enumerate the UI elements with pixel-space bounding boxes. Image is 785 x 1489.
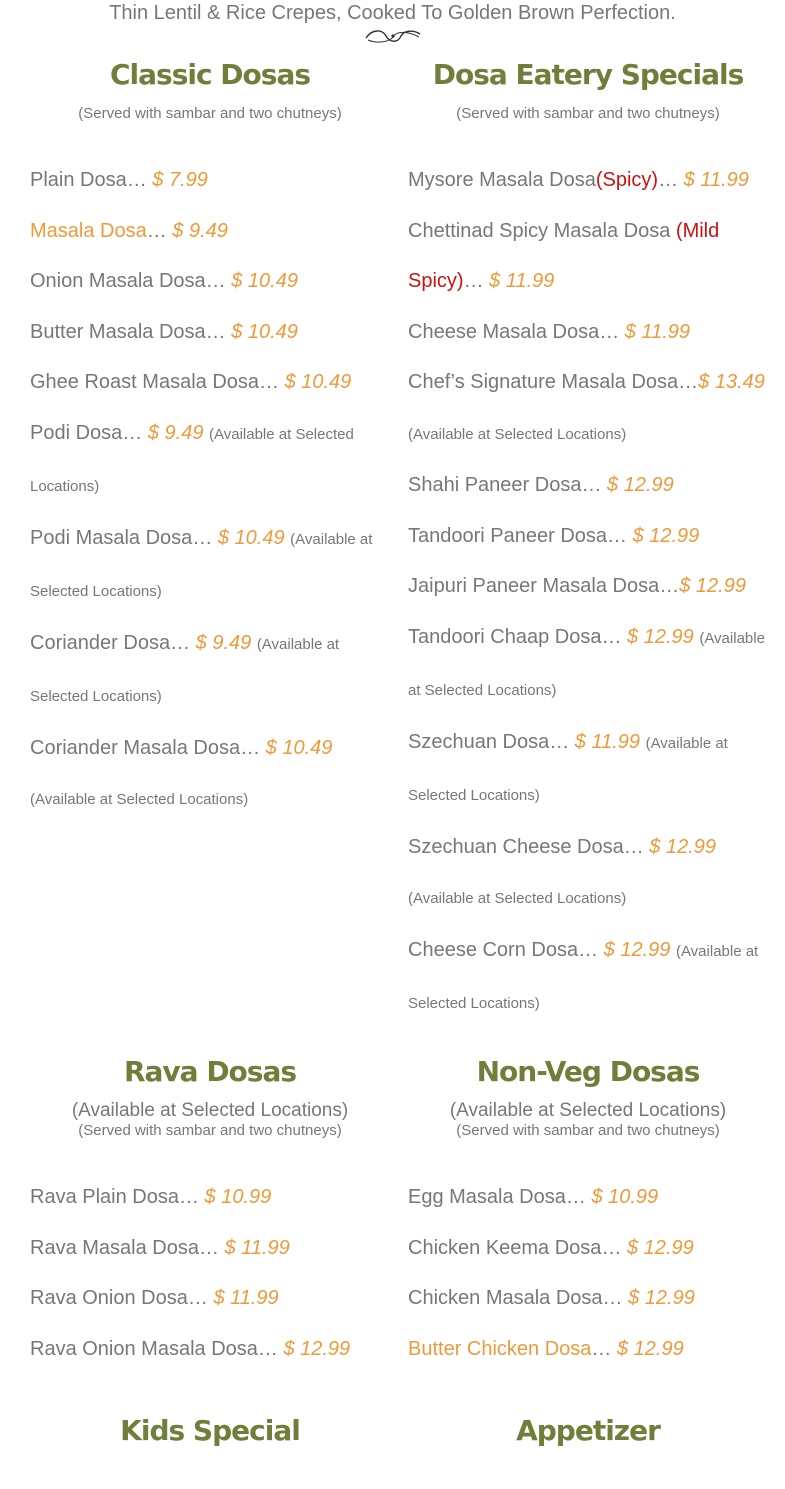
availability-note: (Available at Selected Locations) xyxy=(30,425,354,495)
item-ellipsis: … xyxy=(659,575,680,597)
item-price: $ 12.99 xyxy=(607,474,674,496)
item-price: $ 10.99 xyxy=(591,1186,659,1208)
item-price: $ 13.49 xyxy=(698,371,765,393)
item-name: Cheese Masala Dosa xyxy=(408,320,600,343)
menu-item xyxy=(30,357,390,408)
section-title: Appetizer xyxy=(516,1414,660,1447)
menu-item xyxy=(408,460,768,511)
item-price: $ 12.99 xyxy=(649,835,716,858)
item-name: Szechuan Dosa xyxy=(408,730,550,753)
item-price: $ 10.49 xyxy=(217,526,285,549)
item-name: Butter Masala Dosa xyxy=(30,320,206,343)
item-ellipsis: … xyxy=(257,1337,278,1360)
item-name: Podi Masala Dosa xyxy=(30,526,193,549)
item-price: $ 12.99 xyxy=(627,1236,694,1259)
item-name[interactable]: Butter Chicken Dosa xyxy=(408,1337,592,1360)
section-availability: (Available at Selected Locations) xyxy=(71,1100,349,1121)
item-name: Szechuan Cheese Dosa xyxy=(408,835,624,858)
item-price: $ 11.99 xyxy=(683,169,749,191)
item-price: $ 10.49 xyxy=(284,371,352,393)
flourish-divider-icon xyxy=(364,27,422,45)
item-ellipsis: … xyxy=(170,631,191,654)
availability-note: (Available at Selected Locations) xyxy=(408,942,759,1012)
availability-note: (Available at Selected Locations) xyxy=(30,530,373,600)
item-ellipsis: … xyxy=(591,1337,612,1360)
classic-dosas-section xyxy=(30,55,390,826)
section-title: Rava Dosas xyxy=(123,1055,297,1088)
item-price: $ 12.99 xyxy=(616,1337,684,1360)
menu-item xyxy=(408,357,768,460)
section-title: Non-Veg Dosas xyxy=(476,1055,700,1088)
item-ellipsis: … xyxy=(601,1236,622,1259)
item-price: $ 10.99 xyxy=(204,1186,272,1208)
item-ellipsis: … xyxy=(601,625,622,648)
availability-note: (Available at Selected Locations) xyxy=(408,890,627,907)
item-ellipsis: … xyxy=(187,1287,208,1309)
item-name: Coriander Dosa xyxy=(30,631,171,654)
menu-item xyxy=(408,612,768,717)
item-price: $ 11.99 xyxy=(224,1236,290,1259)
item-name: Rava Onion Dosa xyxy=(30,1287,188,1309)
kids-special-section xyxy=(30,1411,390,1451)
item-price: $ 7.99 xyxy=(152,169,208,191)
menu-item xyxy=(30,618,390,723)
menu-item xyxy=(408,307,768,358)
menu-list xyxy=(408,1172,768,1374)
menu-item xyxy=(408,561,768,612)
item-price: $ 12.99 xyxy=(632,524,700,547)
section-note: (Served with sambar and two chutneys) xyxy=(456,1122,720,1139)
spicy-label: (Mild Spicy) xyxy=(408,219,720,292)
item-name: Rava Onion Masala Dosa xyxy=(30,1337,258,1360)
menu-item xyxy=(30,155,390,206)
item-name: Tandoori Paneer Dosa xyxy=(408,524,608,547)
item-name: Chettinad Spicy Masala Dosa xyxy=(408,219,671,242)
menu-item xyxy=(408,511,768,562)
item-ellipsis: … xyxy=(602,1287,623,1309)
item-price: $ 12.99 xyxy=(628,1287,695,1309)
menu-item xyxy=(30,256,390,307)
non-veg-dosas-section xyxy=(408,1052,768,1374)
item-name[interactable]: Masala Dosa xyxy=(30,219,147,242)
menu-item xyxy=(408,155,768,206)
item-name: Mysore Masala Dosa xyxy=(408,169,596,191)
availability-note: (Available at Selected Locations) xyxy=(408,425,627,443)
item-name: Jaipuri Paneer Masala Dosa xyxy=(408,575,660,597)
item-price: $ 11.99 xyxy=(574,730,641,753)
item-price: $ 11.99 xyxy=(489,270,555,292)
page-tagline: Thin Lentil & Rice Crepes, Cooked To Golden Brown Perfection. xyxy=(109,2,676,24)
availability-note: (Available at Selected Locations) xyxy=(30,791,249,808)
menu-list xyxy=(30,155,390,826)
menu-item[interactable] xyxy=(408,1324,768,1375)
menu-item xyxy=(408,1223,768,1274)
menu-item xyxy=(30,1223,390,1274)
availability-note: (Available at Selected Locations) xyxy=(408,629,765,699)
item-price: $ 11.99 xyxy=(624,320,691,343)
rava-dosas-section xyxy=(30,1052,390,1374)
item-ellipsis: … xyxy=(581,474,602,496)
menu-item xyxy=(408,925,768,1030)
item-ellipsis: … xyxy=(607,524,628,547)
item-ellipsis: … xyxy=(198,1236,219,1259)
section-availability: (Available at Selected Locations) xyxy=(449,1100,727,1121)
menu-list xyxy=(30,1172,390,1374)
item-name: Egg Masala Dosa xyxy=(408,1186,566,1208)
menu-item xyxy=(30,1273,390,1324)
item-ellipsis: … xyxy=(565,1186,586,1208)
item-ellipsis: … xyxy=(122,421,143,444)
item-price: $ 12.99 xyxy=(627,625,694,648)
item-ellipsis: … xyxy=(599,320,620,343)
item-price: $ 12.99 xyxy=(603,938,671,961)
item-name: Plain Dosa xyxy=(30,169,127,191)
item-ellipsis: … xyxy=(126,169,147,191)
menu-item xyxy=(30,1324,390,1375)
item-price: $ 12.99 xyxy=(679,575,746,597)
menu-item xyxy=(408,1172,768,1223)
item-price: $ 12.99 xyxy=(283,1337,351,1360)
item-name: Chicken Masala Dosa xyxy=(408,1287,603,1309)
item-ellipsis: … xyxy=(205,270,226,292)
section-title: Kids Special xyxy=(120,1414,300,1447)
menu-item xyxy=(30,1172,390,1223)
item-ellipsis: … xyxy=(240,736,261,759)
section-title: Classic Dosas xyxy=(109,58,311,91)
section-note: (Served with sambar and two chutneys) xyxy=(456,105,720,122)
item-ellipsis: … xyxy=(205,320,226,343)
section-note: (Served with sambar and two chutneys) xyxy=(78,1122,342,1139)
item-name: Cheese Corn Dosa xyxy=(408,938,579,961)
item-price: $ 10.49 xyxy=(231,320,298,343)
item-ellipsis: … xyxy=(259,371,280,393)
item-ellipsis: … xyxy=(463,270,484,292)
item-ellipsis: … xyxy=(658,169,679,191)
item-price: $ 9.49 xyxy=(172,219,228,242)
item-ellipsis: … xyxy=(146,219,167,242)
item-name: Onion Masala Dosa xyxy=(30,270,206,292)
item-name: Ghee Roast Masala Dosa xyxy=(30,371,260,393)
item-price: $ 10.49 xyxy=(265,736,333,759)
item-price: $ 9.49 xyxy=(195,631,252,654)
specials-section xyxy=(408,55,768,1030)
item-name: Coriander Masala Dosa xyxy=(30,736,241,759)
spicy-label: (Spicy) xyxy=(595,169,659,191)
item-ellipsis: … xyxy=(192,526,213,549)
item-name: Chicken Keema Dosa xyxy=(408,1236,602,1259)
section-title: Dosa Eatery Specials xyxy=(432,58,744,91)
item-name: Shahi Paneer Dosa xyxy=(408,474,582,496)
menu-item xyxy=(408,822,768,925)
item-name: Chef’s Signature Masala Dosa xyxy=(408,371,679,393)
appetizer-section xyxy=(408,1411,768,1451)
item-price: $ 9.49 xyxy=(147,421,204,444)
menu-list xyxy=(408,155,768,1030)
item-ellipsis: … xyxy=(178,1186,199,1208)
menu-item xyxy=(408,717,768,822)
menu-item xyxy=(408,1273,768,1324)
menu-item xyxy=(30,307,390,358)
item-ellipsis: … xyxy=(678,371,699,393)
item-price: $ 10.49 xyxy=(231,270,298,292)
item-name: Podi Dosa xyxy=(30,421,123,444)
menu-item xyxy=(30,408,390,513)
section-note: (Served with sambar and two chutneys) xyxy=(78,105,342,122)
item-ellipsis: … xyxy=(578,938,599,961)
menu-item[interactable] xyxy=(30,206,390,257)
item-ellipsis: … xyxy=(549,730,570,753)
item-ellipsis: … xyxy=(623,835,644,858)
item-name: Tandoori Chaap Dosa xyxy=(408,625,602,648)
menu-item xyxy=(30,513,390,618)
availability-note: (Available at Selected Locations) xyxy=(408,734,728,804)
item-name: Rava Plain Dosa xyxy=(30,1186,179,1208)
item-price: $ 11.99 xyxy=(213,1287,279,1309)
availability-note: (Available at Selected Locations) xyxy=(30,635,340,705)
menu-item xyxy=(30,723,390,826)
item-name: Rava Masala Dosa xyxy=(30,1236,199,1259)
menu-item xyxy=(408,206,768,307)
